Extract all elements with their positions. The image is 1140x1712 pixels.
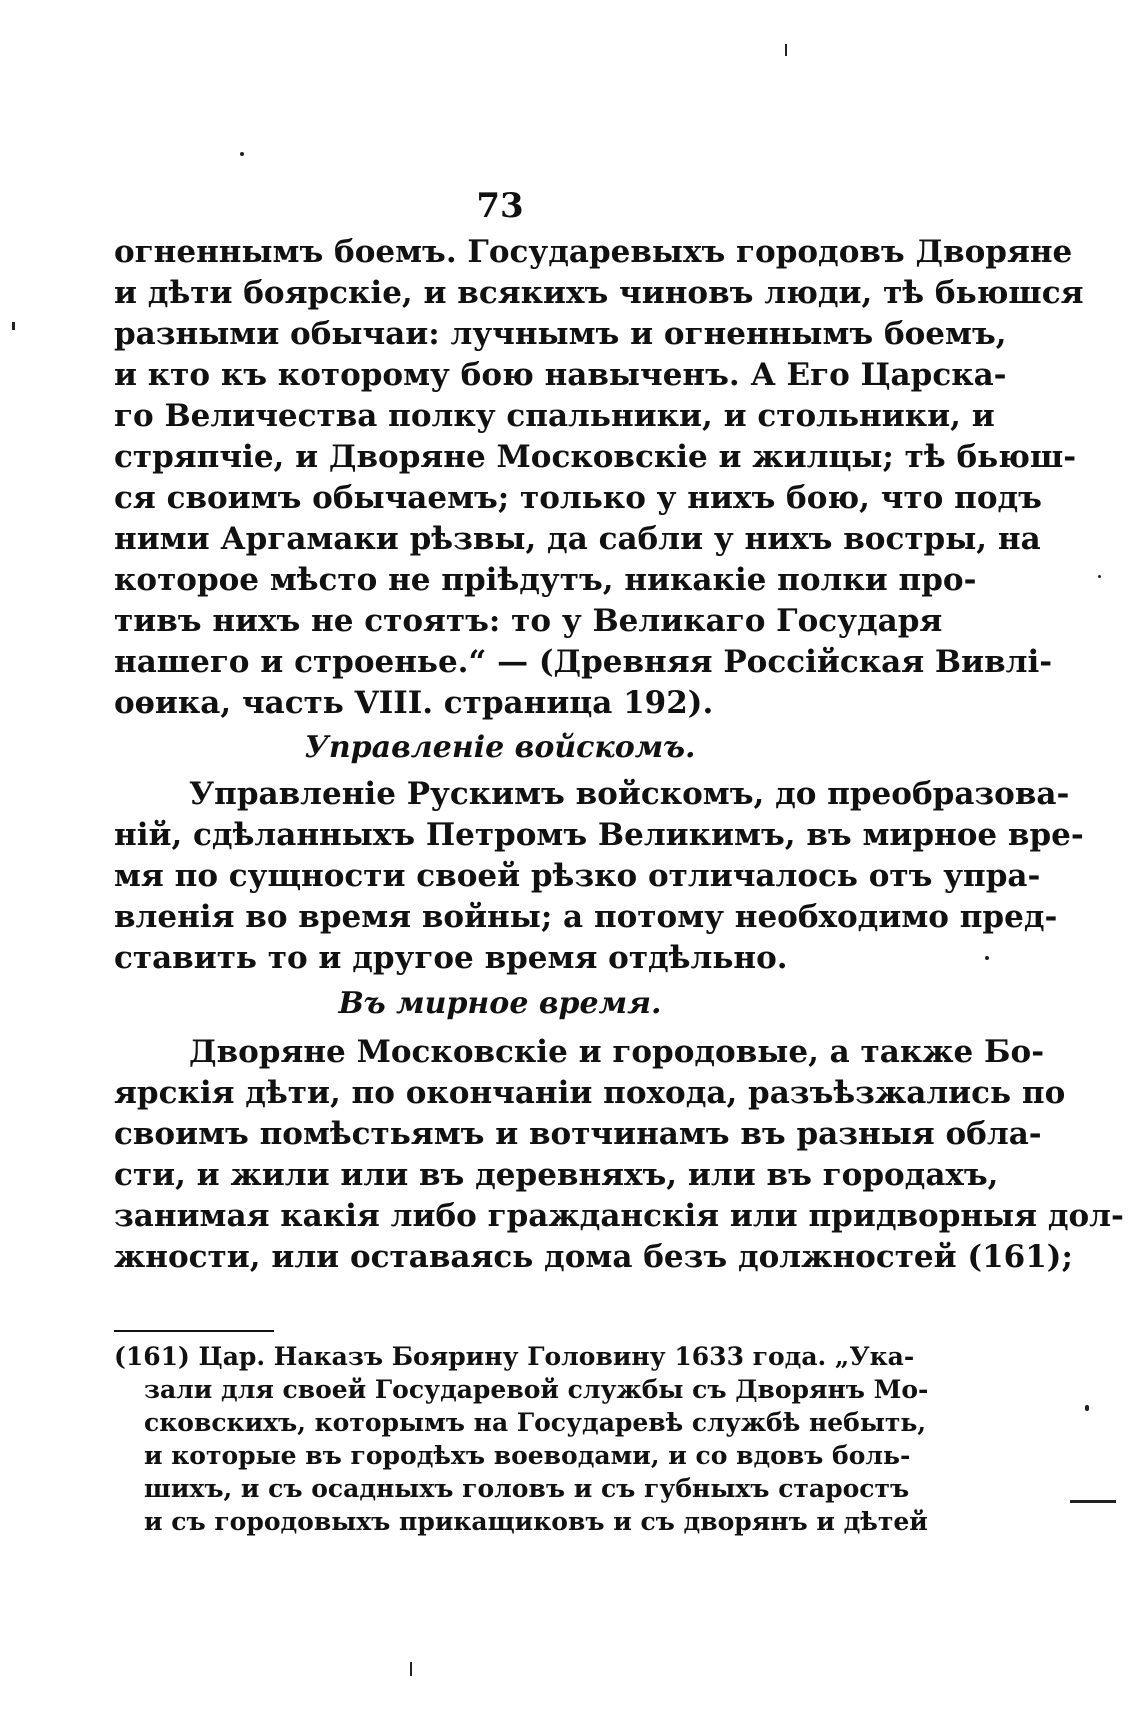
body-line: занимая какія либо гражданскія или придворныя дол- [114, 1198, 1124, 1234]
scan-artifact [1070, 1500, 1116, 1503]
footnote-rule [114, 1330, 274, 1332]
section-heading: Управленіе войскомъ. [304, 730, 696, 765]
body-line: которое мѣсто не пріѣдутъ, никакіе полки про- [114, 562, 977, 598]
body-line: Управленіе Рускимъ войскомъ, до преобразова- [189, 776, 1070, 812]
body-line: сти, и жили или въ деревняхъ, или въ городахъ, [114, 1157, 999, 1193]
body-line: своимъ помѣстьямъ и вотчинамъ въ разныя обла- [114, 1116, 1042, 1152]
body-line: стряпчіе, и Дворяне Московскіе и жилцы; тѣ бьюш- [114, 439, 1077, 475]
footnote-line: сковскихъ, которымъ на Государевѣ службѣ небыть, [144, 1408, 927, 1437]
body-line: вленія во время войны; а потому необходимо пред- [114, 899, 1058, 935]
footnote-line: шихъ, и съ осадныхъ головъ и съ губныхъ старостъ [144, 1474, 910, 1503]
body-line: ними Аргамаки рѣзвы, да сабли у нихъ востры, на [114, 521, 1041, 557]
footnote-line: (161) Цар. Наказъ Боярину Головину 1633 года. „Ука- [114, 1342, 915, 1371]
scan-artifact [240, 152, 244, 156]
body-line: ставить то и другое время отдѣльно. [114, 940, 788, 976]
body-line: нашего и строенье.“ — (Древняя Россійская Вивлі- [114, 644, 1053, 680]
page-number: 73 [476, 186, 524, 226]
footnote-line: и которые въ городѣхъ воеводами, и со вдовъ боль- [144, 1441, 911, 1470]
body-line: разными обычаи: лучнымъ и огненнымъ боемъ, [114, 316, 1007, 352]
footnote-line: и съ городовыхъ прикащиковъ и съ дворянъ и дѣтей [144, 1507, 928, 1536]
body-line: ся своимъ обычаемъ; только у нихъ бою, что подъ [114, 480, 1042, 516]
body-line: го Величества полку спальники, и стольники, и [114, 398, 995, 434]
body-line: жности, или оставаясь дома безъ должностей (161); [114, 1239, 1073, 1275]
scan-artifact [985, 956, 989, 960]
body-line: Дворяне Московскіе и городовые, а также Бо- [189, 1034, 1045, 1070]
footnote-line: зали для своей Государевой службы съ Дворянъ Мо- [144, 1375, 929, 1404]
body-line: ярскія дѣти, по окончаніи похода, разъѣзжались по [114, 1075, 1066, 1111]
scan-artifact [1085, 1405, 1089, 1411]
scan-artifact [12, 322, 15, 330]
body-line: и дѣти боярскіе, и всякихъ чиновъ люди, тѣ бьюшся [114, 275, 1084, 311]
scan-artifact [785, 44, 787, 56]
scan-artifact [1098, 575, 1101, 578]
body-line: ній, сдѣланныхъ Петромъ Великимъ, въ мирное вре- [114, 817, 1084, 853]
body-line: огненнымъ боемъ. Государевыхъ городовъ Дворяне [114, 234, 1073, 270]
section-heading: Въ мирное время. [338, 986, 662, 1021]
body-line: тивъ нихъ не стоятъ: то у Великаго Государя [114, 603, 943, 639]
body-line: и кто къ которому бою навыченъ. А Его Царска- [114, 357, 1007, 393]
scan-artifact [410, 1662, 412, 1676]
body-line: оѳика, часть VIII. страница 192). [114, 685, 714, 721]
body-line: мя по сущности своей рѣзко отличалось отъ упра- [114, 858, 1041, 894]
